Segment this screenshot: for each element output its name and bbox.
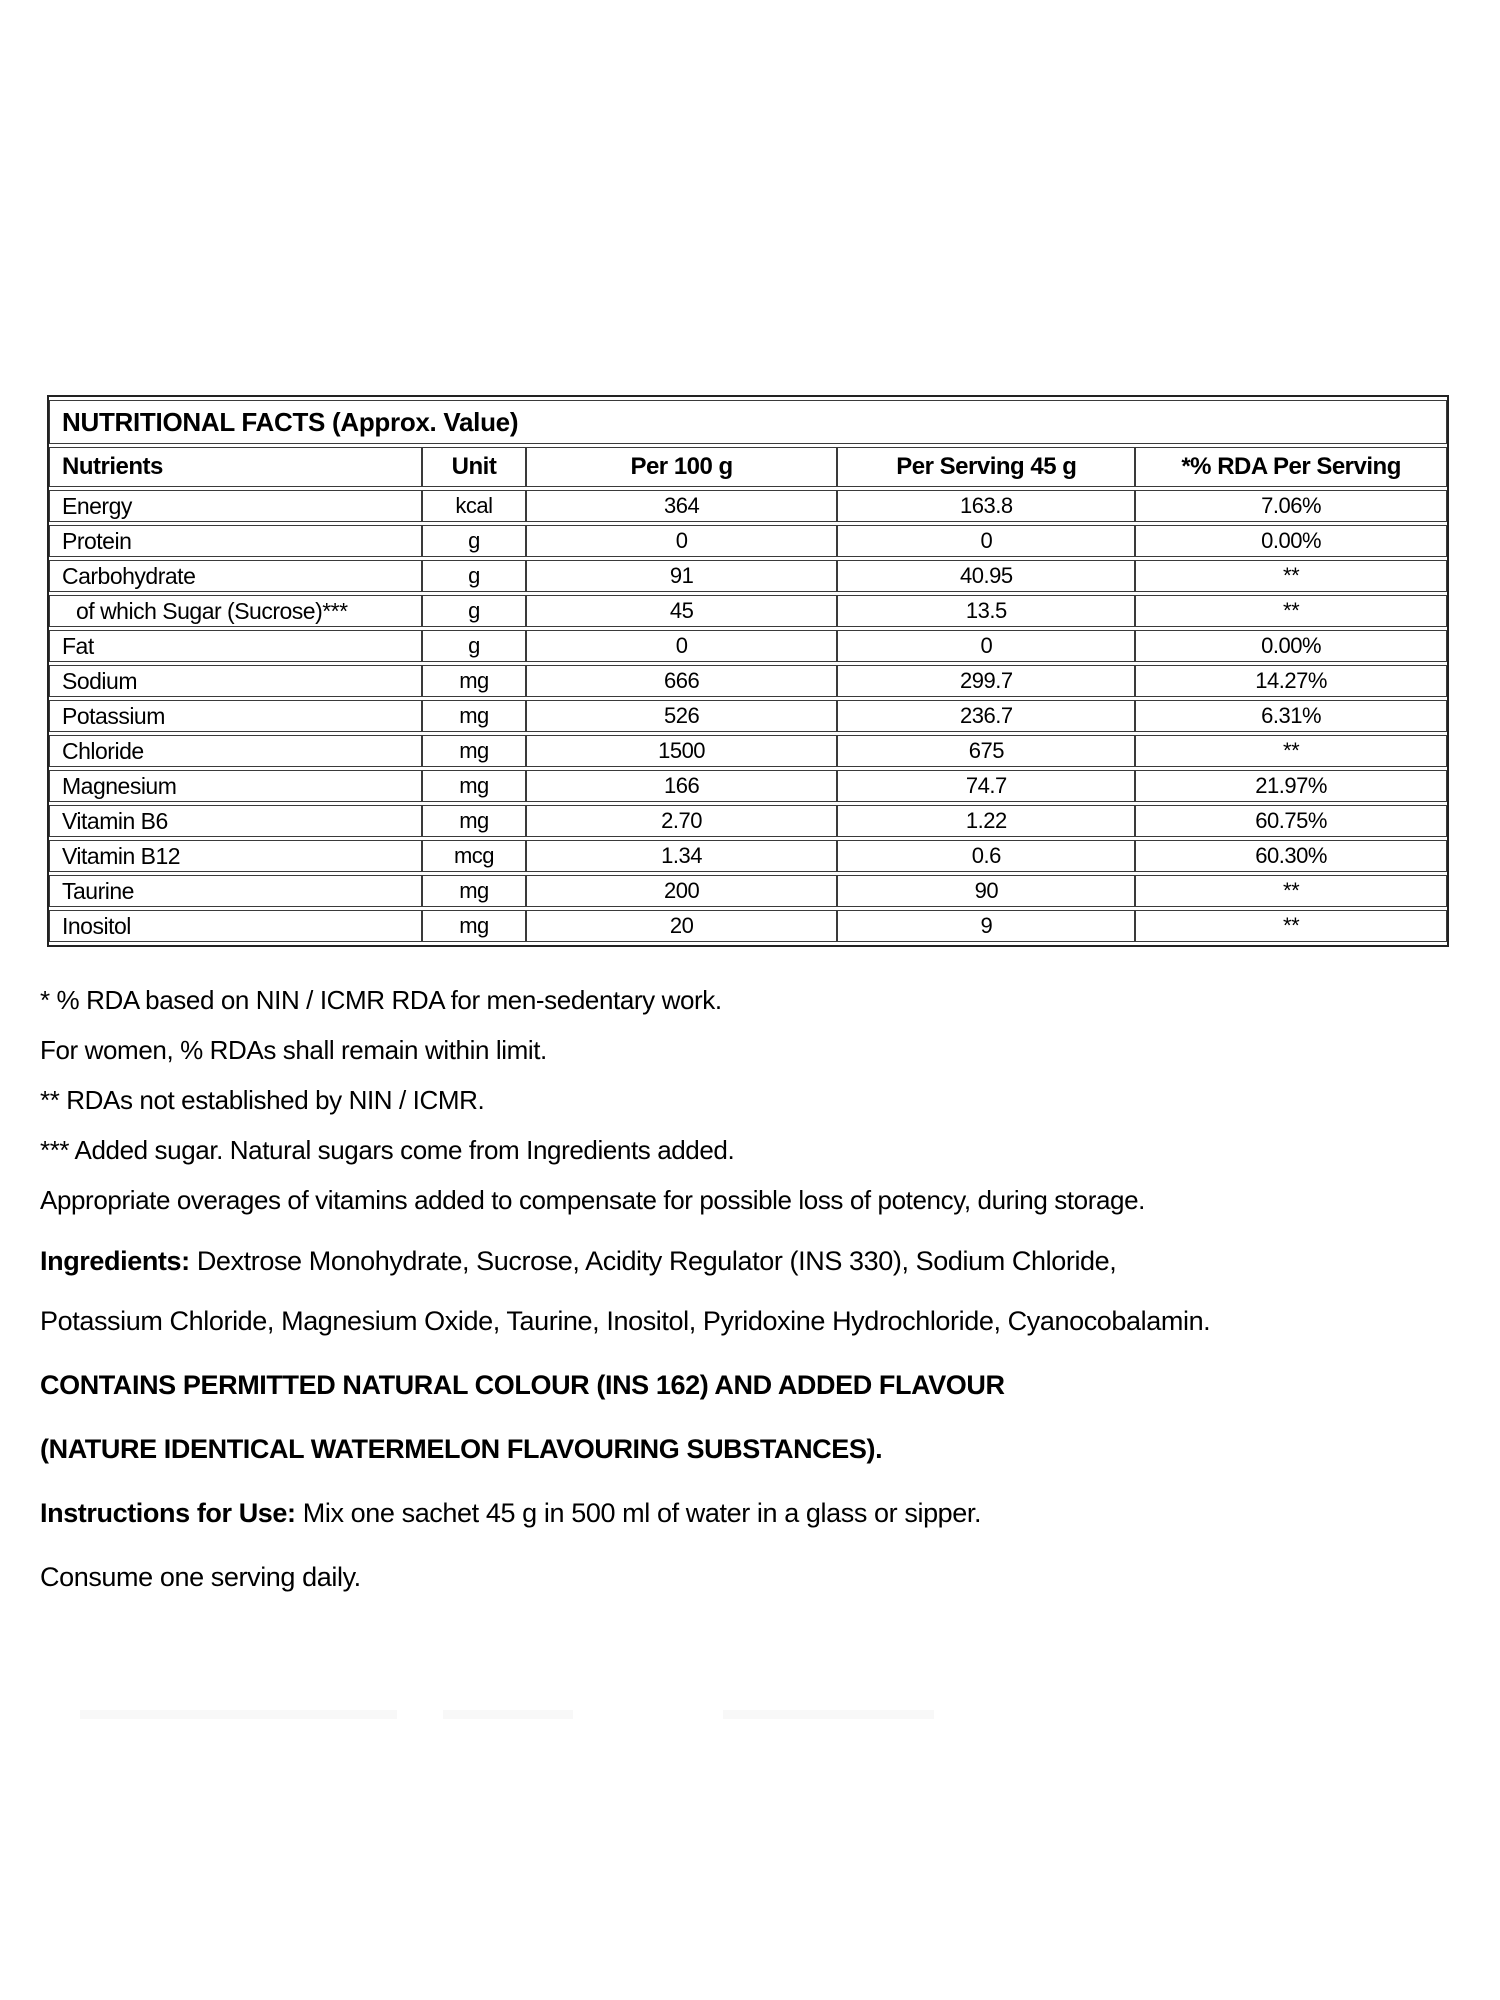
nutrient-unit: g — [422, 560, 525, 592]
nutrient-name: of which Sugar (Sucrose)*** — [49, 595, 422, 627]
nutrient-unit: mg — [422, 805, 525, 837]
footnote-rda-not-established: ** RDAs not established by NIN / ICMR. — [40, 1085, 485, 1115]
faint-print-mark — [723, 1710, 934, 1719]
per-serving-value: 40.95 — [837, 560, 1135, 592]
per-100g-value: 1500 — [526, 735, 838, 767]
rda-value: ** — [1135, 875, 1447, 907]
contains-statement-line-2: (NATURE IDENTICAL WATERMELON FLAVOURING SUBSTANCES). — [40, 1434, 883, 1464]
rda-value: 14.27% — [1135, 665, 1447, 697]
contains-statement-line-1: CONTAINS PERMITTED NATURAL COLOUR (INS 162) AND ADDED FLAVOUR — [40, 1370, 1005, 1400]
footnote-rda-basis: * % RDA based on NIN / ICMR RDA for men-sedentary work. — [40, 985, 722, 1015]
rda-value: 7.06% — [1135, 490, 1447, 522]
per-serving-value: 236.7 — [837, 700, 1135, 732]
per-100g-value: 526 — [526, 700, 838, 732]
nutrition-facts-table — [47, 395, 1449, 947]
nutrient-unit: g — [422, 630, 525, 662]
table-row-carbohydrate — [49, 560, 1447, 592]
per-serving-value: 90 — [837, 875, 1135, 907]
nutrient-name: Sodium — [49, 665, 422, 697]
table-row-protein — [49, 525, 1447, 557]
nutrient-name: Protein — [49, 525, 422, 557]
rda-value: ** — [1135, 735, 1447, 767]
per-serving-value: 675 — [837, 735, 1135, 767]
nutrient-name: Potassium — [49, 700, 422, 732]
rda-value: ** — [1135, 560, 1447, 592]
nutrient-name: Energy — [49, 490, 422, 522]
col-header-per-100g: Per 100 g — [526, 447, 838, 487]
faint-print-mark — [80, 1710, 397, 1719]
per-serving-value: 0.6 — [837, 840, 1135, 872]
per-100g-value: 2.70 — [526, 805, 838, 837]
col-header-rda: *% RDA Per Serving — [1135, 447, 1447, 487]
ingredients-line-1 — [40, 1237, 1470, 1285]
per-serving-value: 0 — [837, 525, 1135, 557]
nutrient-name: Vitamin B12 — [49, 840, 422, 872]
nutrient-name: Taurine — [49, 875, 422, 907]
per-100g-value: 1.34 — [526, 840, 838, 872]
per-serving-value: 163.8 — [837, 490, 1135, 522]
nutrient-unit: g — [422, 595, 525, 627]
table-row-fat — [49, 630, 1447, 662]
nutrient-name: Vitamin B6 — [49, 805, 422, 837]
instructions-text: Mix one sachet 45 g in 500 ml of water in a glass or sipper. — [302, 1498, 982, 1528]
per-serving-value: 9 — [837, 910, 1135, 942]
nutrient-unit: g — [422, 525, 525, 557]
ingredients-line-2: Potassium Chloride, Magnesium Oxide, Taurine, Inositol, Pyridoxine Hydrochloride, Cyanocobalamin. — [40, 1306, 1211, 1336]
nutrient-unit: kcal — [422, 490, 525, 522]
nutrient-name: Carbohydrate — [49, 560, 422, 592]
per-serving-value: 299.7 — [837, 665, 1135, 697]
per-100g-value: 20 — [526, 910, 838, 942]
rda-value: 21.97% — [1135, 770, 1447, 802]
nutrient-unit: mg — [422, 910, 525, 942]
instructions-label: Instructions for Use: — [40, 1498, 296, 1528]
footnote-added-sugar: *** Added sugar. Natural sugars come from Ingredients added. — [40, 1135, 735, 1165]
table-row-vitamin-b6 — [49, 805, 1447, 837]
faint-print-mark — [443, 1710, 573, 1719]
rda-value: ** — [1135, 910, 1447, 942]
per-serving-value: 0 — [837, 630, 1135, 662]
table-row-chloride — [49, 735, 1447, 767]
table-title: NUTRITIONAL FACTS (Approx. Value) — [49, 400, 1447, 444]
nutrient-unit: mcg — [422, 840, 525, 872]
rda-value: 0.00% — [1135, 525, 1447, 557]
per-100g-value: 200 — [526, 875, 838, 907]
footnote-women-rda: For women, % RDAs shall remain within limit. — [40, 1035, 547, 1065]
per-serving-value: 1.22 — [837, 805, 1135, 837]
table-row-inositol — [49, 910, 1447, 942]
table-title-row — [49, 400, 1447, 444]
nutrient-unit: mg — [422, 735, 525, 767]
per-100g-value: 0 — [526, 525, 838, 557]
table-row-energy — [49, 490, 1447, 522]
footnote-overages: Appropriate overages of vitamins added to compensate for possible loss of potency, during storage. — [40, 1185, 1145, 1215]
nutrient-unit: mg — [422, 770, 525, 802]
table-row-magnesium — [49, 770, 1447, 802]
table-header-row — [49, 447, 1447, 487]
per-100g-value: 45 — [526, 595, 838, 627]
table-row-sodium — [49, 665, 1447, 697]
nutrient-name: Magnesium — [49, 770, 422, 802]
per-100g-value: 0 — [526, 630, 838, 662]
per-100g-value: 91 — [526, 560, 838, 592]
table-row-vitamin-b12 — [49, 840, 1447, 872]
table-row-sugar — [49, 595, 1447, 627]
per-serving-value: 13.5 — [837, 595, 1135, 627]
per-100g-value: 666 — [526, 665, 838, 697]
ingredients-text: Dextrose Monohydrate, Sucrose, Acidity Regulator (INS 330), Sodium Chloride, — [196, 1246, 1117, 1276]
nutrient-unit: mg — [422, 700, 525, 732]
per-serving-value: 74.7 — [837, 770, 1135, 802]
col-header-unit: Unit — [422, 447, 525, 487]
rda-value: 60.30% — [1135, 840, 1447, 872]
label-text-section — [40, 975, 1470, 1601]
nutrient-unit: mg — [422, 875, 525, 907]
table-row-taurine — [49, 875, 1447, 907]
nutrient-name: Chloride — [49, 735, 422, 767]
rda-value: 6.31% — [1135, 700, 1447, 732]
rda-value: ** — [1135, 595, 1447, 627]
col-header-per-serving: Per Serving 45 g — [837, 447, 1135, 487]
col-header-nutrients: Nutrients — [49, 447, 422, 487]
nutrient-unit: mg — [422, 665, 525, 697]
per-100g-value: 364 — [526, 490, 838, 522]
nutrient-name: Inositol — [49, 910, 422, 942]
nutrient-name: Fat — [49, 630, 422, 662]
instructions-line-1 — [40, 1489, 1470, 1537]
per-100g-value: 166 — [526, 770, 838, 802]
ingredients-label: Ingredients: — [40, 1246, 190, 1276]
rda-value: 0.00% — [1135, 630, 1447, 662]
instructions-line-2: Consume one serving daily. — [40, 1562, 361, 1592]
rda-value: 60.75% — [1135, 805, 1447, 837]
table-row-potassium — [49, 700, 1447, 732]
